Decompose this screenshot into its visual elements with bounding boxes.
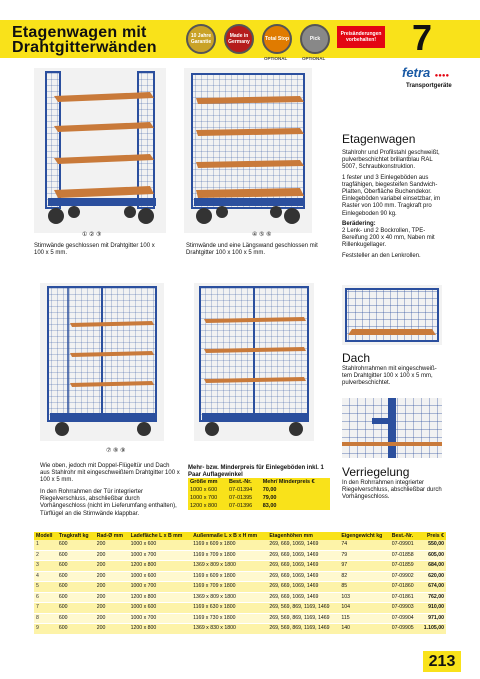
table-cell: 79,00: [261, 494, 330, 502]
guarantee-badge: [186, 24, 216, 54]
badge-label: Total Stop: [264, 36, 290, 42]
table-cell: 200: [95, 603, 129, 614]
roof-photo: [342, 285, 442, 345]
table-cell: 3: [34, 561, 57, 572]
pick-badge: [300, 24, 330, 54]
column-header: Mehr/ Minderpreis €: [261, 478, 330, 486]
table-cell: 97: [339, 561, 389, 572]
section-heading-etagenwagen: Etagenwagen: [342, 132, 416, 146]
column-header: Größe mm: [188, 478, 227, 486]
table-cell: 9: [34, 624, 57, 635]
table-row: [34, 582, 446, 593]
chapter-number: 7: [412, 17, 433, 58]
table-cell: 103: [339, 592, 389, 603]
shelf-price-title: Mehr- bzw. Minderpreis für Einlegeböden inkl. 1 Paar Auflagewinkel: [188, 465, 324, 478]
product-photo-4: [194, 283, 314, 441]
column-header: Außenmaße L x B x H mm: [191, 532, 267, 540]
table-cell: 6: [34, 592, 57, 603]
etagenwagen-description: [342, 150, 442, 260]
table-row: [188, 502, 330, 510]
table-cell: 600: [57, 561, 95, 572]
table-cell: 1000 x 600: [129, 571, 192, 582]
product-caption-2: Stirnwände und eine Längswand geschlossen mit Drahtgitter 100 x 100 x 5 mm.: [186, 243, 318, 257]
table-cell: 600: [57, 624, 95, 635]
table-cell: 1169 x 709 x 1800: [191, 582, 267, 593]
fetra-logo: [402, 64, 458, 81]
product-caption-3: Wie oben, jedoch mit Doppel-Flügeltür und Dach aus Stahlrohr mit eingeschweißtem Drahtgitter 100 x 100 x 5 mm.: [40, 463, 180, 484]
table-cell: 600: [57, 550, 95, 561]
table-cell: 1169 x 609 x 1800: [191, 571, 267, 582]
table-cell: 1000 x 700: [129, 613, 192, 624]
column-header: Best.-Nr.: [227, 478, 261, 486]
table-row: [34, 613, 446, 624]
table-cell: 5: [34, 582, 57, 593]
table-cell: 620,00: [419, 571, 446, 582]
table-cell: 200: [95, 624, 129, 635]
verriegelung-description: In den Rohrrahmen integrierter Riegelverschluss, abschließbar durch Vorhängeschloss.: [342, 480, 442, 501]
table-cell: 605,00: [419, 550, 446, 561]
model-numbers: ① ② ③: [82, 232, 102, 238]
table-cell: 600: [57, 603, 95, 614]
table-cell: 07-01394: [227, 486, 261, 494]
table-cell: 269, 669, 1069, 1469: [267, 592, 339, 603]
table-header-row: [188, 478, 330, 486]
product-table-body: [34, 540, 446, 634]
table-cell: 07-01396: [227, 502, 261, 510]
section-heading-dach: Dach: [342, 351, 371, 365]
title-line-2: Drahtgitterwänden: [12, 39, 157, 56]
cart-door-illustration: [40, 283, 164, 441]
table-cell: 269, 569, 869, 1169, 1469: [267, 613, 339, 624]
table-cell: 1169 x 730 x 1800: [191, 613, 267, 624]
paragraph: 2 Lenk- und 2 Bockrollen, TPE-Bereifung 200 x 40 mm, Naben mit Rillenkugellager.: [342, 228, 435, 249]
cart-door-front-illustration: [194, 283, 314, 441]
product-table: [34, 532, 446, 635]
table-cell: 1200 x 800: [188, 502, 227, 510]
table-cell: 1.105,00: [419, 624, 446, 635]
brand-subtitle: Transportgeräte: [406, 83, 452, 89]
table-cell: 104: [339, 603, 389, 614]
table-cell: 200: [95, 550, 129, 561]
table-cell: 1369 x 809 x 1800: [191, 561, 267, 572]
model-numbers: ④ ⑤ ⑥: [252, 232, 272, 238]
table-cell: 1000 x 600: [188, 486, 227, 494]
table-cell: 269, 669, 1069, 1469: [267, 561, 339, 572]
table-cell: 07-09901: [390, 540, 419, 550]
table-row: [34, 540, 446, 550]
column-header: Ladefläche L x B mm: [129, 532, 192, 540]
table-cell: 74: [339, 540, 389, 550]
cart-side-wall-illustration: [184, 68, 312, 233]
table-cell: 971,00: [419, 613, 446, 624]
table-cell: 1000 x 700: [129, 582, 192, 593]
page-number: 213: [423, 651, 461, 672]
table-cell: 910,00: [419, 603, 446, 614]
table-cell: 1369 x 830 x 1800: [191, 624, 267, 635]
table-cell: 200: [95, 582, 129, 593]
table-cell: 85: [339, 582, 389, 593]
table-cell: 600: [57, 592, 95, 603]
table-cell: 269, 569, 869, 1169, 1469: [267, 624, 339, 635]
table-cell: 8: [34, 613, 57, 624]
table-row: [34, 592, 446, 603]
roof-illustration: [342, 285, 442, 345]
table-cell: 07-01861: [390, 592, 419, 603]
product-photo-3: [40, 283, 164, 441]
table-cell: 1200 x 800: [129, 592, 192, 603]
shelf-price-table: [188, 478, 330, 510]
dach-description: Stahlrohrrahmen mit eingeschweiß-tem Drahtgitter 100 x 100 x 5 mm, pulverbeschichtet.: [342, 366, 437, 387]
column-header: Modell: [34, 532, 57, 540]
logo-text: fetra: [402, 65, 431, 80]
badge-label: Made in Germany: [228, 33, 250, 45]
table-cell: 07-09902: [390, 571, 419, 582]
table-cell: 269, 669, 1069, 1469: [267, 582, 339, 593]
table-cell: 07-09905: [390, 624, 419, 635]
table-cell: 1000 x 700: [188, 494, 227, 502]
table-cell: 07-01859: [390, 561, 419, 572]
lock-photo: [342, 398, 442, 458]
paragraph-title: Berädering:: [342, 220, 376, 227]
page-header: [0, 0, 480, 66]
column-header: Rad-Ø mm: [95, 532, 129, 540]
lock-illustration: [342, 398, 442, 458]
table-cell: 1169 x 609 x 1800: [191, 540, 267, 550]
paragraph: 1 fester und 3 Einlegeböden aus tragfähigen, biegesteifen Sandwich-Platten, Oberfläche Buchendekor. Einlegeböden variabel einsetzbar, im Raster von 100 mm. Tragkraft pro Einlegeboden 90 kg.: [342, 174, 441, 217]
table-cell: 269, 569, 869, 1169, 1469: [267, 603, 339, 614]
cart-open-illustration: [34, 68, 166, 233]
table-cell: 1000 x 600: [129, 540, 192, 550]
table-cell: 07-01860: [390, 582, 419, 593]
table-cell: 269, 669, 1069, 1469: [267, 571, 339, 582]
table-cell: 115: [339, 613, 389, 624]
model-numbers: ⑦ ⑧ ⑨: [106, 448, 126, 454]
page-title: [12, 25, 157, 55]
shelf-price-body: [188, 486, 330, 510]
table-cell: 674,00: [419, 582, 446, 593]
table-cell: 140: [339, 624, 389, 635]
optional-label: OPTIONAL: [302, 56, 326, 61]
table-cell: 200: [95, 613, 129, 624]
table-cell: 07-01858: [390, 550, 419, 561]
table-cell: 200: [95, 540, 129, 550]
column-header: Best.-Nr.: [390, 532, 419, 540]
table-row: [34, 571, 446, 582]
table-cell: 200: [95, 592, 129, 603]
column-header: Eigengewicht kg: [339, 532, 389, 540]
table-cell: 600: [57, 540, 95, 550]
table-cell: 600: [57, 582, 95, 593]
table-cell: 1: [34, 540, 57, 550]
product-photo-2: [184, 68, 312, 233]
table-cell: 762,00: [419, 592, 446, 603]
badge-label: 10 Jahre Garantie: [190, 33, 212, 45]
table-cell: 200: [95, 571, 129, 582]
section-heading-verriegelung: Verriegelung: [342, 465, 410, 479]
table-cell: 7: [34, 603, 57, 614]
made-in-germany-badge: [224, 24, 254, 54]
table-cell: 83,00: [261, 502, 330, 510]
table-cell: 4: [34, 571, 57, 582]
table-cell: 1200 x 800: [129, 561, 192, 572]
title-line-1: Etagenwagen mit: [12, 24, 147, 41]
column-header: Preis €: [419, 532, 446, 540]
paragraph: Stahlrohr und Profilstahl geschweißt, pulverbeschichtet brillantblau RAL 5007, Schraubkonstruktion.: [342, 150, 440, 171]
table-cell: 07-01395: [227, 494, 261, 502]
optional-label: OPTIONAL: [264, 56, 288, 61]
logo-dots-icon: ●●●●: [434, 73, 450, 79]
table-cell: 07-09903: [390, 603, 419, 614]
table-cell: 1000 x 700: [129, 550, 192, 561]
table-row: [34, 550, 446, 561]
table-cell: 1200 x 800: [129, 624, 192, 635]
column-header: Tragkraft kg: [57, 532, 95, 540]
table-row: [34, 603, 446, 614]
product-caption-1: Stirnwände geschlossen mit Drahtgitter 100 x 100 x 5 mm.: [34, 243, 155, 257]
table-cell: 1169 x 630 x 1800: [191, 603, 267, 614]
table-cell: 684,00: [419, 561, 446, 572]
table-cell: 269, 669, 1069, 1469: [267, 540, 339, 550]
table-cell: 1169 x 709 x 1800: [191, 550, 267, 561]
table-cell: 200: [95, 561, 129, 572]
table-cell: 07-09904: [390, 613, 419, 624]
table-cell: 1369 x 809 x 1800: [191, 592, 267, 603]
price-change-note: Preisänderungen vorbehalten!: [337, 26, 385, 48]
column-header: Etagenhöhen mm: [267, 532, 339, 540]
table-cell: 82: [339, 571, 389, 582]
table-cell: 269, 669, 1069, 1469: [267, 550, 339, 561]
table-cell: 1000 x 600: [129, 603, 192, 614]
table-row: [34, 561, 446, 572]
table-header-row: [34, 532, 446, 540]
table-row: [188, 494, 330, 502]
table-cell: 550,00: [419, 540, 446, 550]
table-cell: 600: [57, 571, 95, 582]
paragraph: Feststeller an den Lenkrollen.: [342, 252, 421, 259]
table-row: [34, 624, 446, 635]
table-row: [188, 486, 330, 494]
badge-label: Pick: [309, 36, 321, 42]
table-cell: 79: [339, 550, 389, 561]
table-cell: 70,00: [261, 486, 330, 494]
table-cell: 600: [57, 613, 95, 624]
door-note: In den Rohrrahmen der Tür integrierter Riegelverschluss, abschließbar durch Vorhängeschloss (nicht im Lieferumfang enthalten), Türflügel an die Stirnwände klappbar.: [40, 489, 177, 517]
product-photo-1: [34, 68, 166, 233]
table-cell: 2: [34, 550, 57, 561]
total-stop-badge: [262, 24, 292, 54]
